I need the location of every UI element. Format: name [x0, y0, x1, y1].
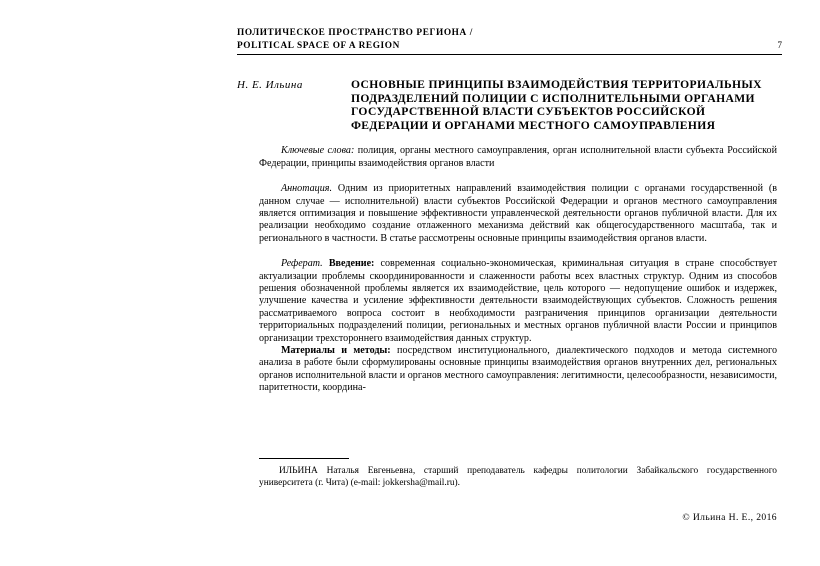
- title-block: [237, 78, 777, 132]
- keywords-paragraph: [259, 145, 777, 170]
- materials-text: посредством институционального, диалектического подходов и метода системного анализа в работе были сформулированы основные принципы взаимодействия органов внутренних дел, региональных органов исполнительной власти и органов местного самоуправления: легитимности, целесообразности, независимости, паритетности, координа-: [259, 345, 777, 394]
- header-rule: [237, 54, 782, 55]
- annotation-paragraph: [259, 183, 777, 245]
- running-head-line-2: POLITICAL SPACE OF A REGION: [237, 40, 400, 51]
- annotation-label: Аннотация.: [281, 183, 332, 195]
- article-title: ОСНОВНЫЕ ПРИНЦИПЫ ВЗАИМОДЕЙСТВИЯ ТЕРРИТОРИАЛЬНЫХ ПОДРАЗДЕЛЕНИЙ ПОЛИЦИИ С ИСПОЛНИТЕЛЬНЫМИ ОРГАНАМИ ГОСУДАРСТВЕННОЙ ВЛАСТИ СУБЪЕКТОВ РОССИЙСКОЙ ФЕДЕРАЦИИ И ОРГАНАМИ МЕСТНОГО САМОУПРАВЛЕНИЯ: [351, 78, 762, 132]
- article-content: [237, 78, 777, 395]
- author-footnote: ИЛЬИНА Наталья Евгеньевна, старший преподаватель кафедры политологии Забайкальского государственного университета (г. Чита) (e-mail: jokkersha@mail.ru).: [259, 466, 777, 488]
- intro-text: современная социально-экономическая, криминальная ситуация в стране способствует актуализации проблемы скоординированности и слаженности работы всех властных структур. Одним из способов решения обозначенной проблемы является их взаимодействие, цель которого — недопущение ошибок и издержек, улучшение качества и усиление эффективности деятельности взаимодействующих субъектов. Сложность решения рассматриваемого вопроса состоит в необходимости разграничения принципов организации деятельности территориальных подразделений полиции, региональных и местных органов публичной власти России и принципов организации трехстороннего взаимодействия данных структур.: [259, 258, 778, 344]
- author-name: Н. Е. Ильина: [237, 79, 303, 91]
- footnote-separator: [259, 458, 349, 459]
- running-head: [237, 28, 782, 55]
- keywords-label: Ключевые слова:: [281, 145, 355, 157]
- materials-paragraph: [259, 345, 777, 395]
- page-number: 7: [777, 39, 782, 50]
- keywords-text: полиция, органы местного самоуправления, орган исполнительной власти субъекта Российской Федерации, принципы взаимодействия органов власти: [259, 145, 777, 169]
- copyright-line: © Ильина Н. Е., 2016: [682, 512, 777, 523]
- materials-label: Материалы и методы:: [281, 345, 391, 357]
- intro-label: Введение:: [328, 258, 375, 270]
- intro-paragraph: [259, 258, 777, 345]
- abstract-block: [237, 258, 777, 394]
- abstract-label: Реферат.: [281, 258, 323, 270]
- keywords-block: [237, 145, 777, 170]
- running-head-line-1: ПОЛИТИЧЕСКОЕ ПРОСТРАНСТВО РЕГИОНА /: [237, 28, 473, 38]
- annotation-text: Одним из приоритетных направлений взаимодействия полиции с органами государственной (в данном случае — исполнительной) власти субъектов Российской Федерации и органов местного самоуправления является оптимизация и повышение эффективности управленческой деятельности органов публичной власти. Для их реализации необходимо создание отлаженного механизма действий как общегосударственного масштаба, так и регионального в частности. В статье рассмотрены основные принципы взаимодействия органов власти.: [259, 183, 777, 244]
- annotation-block: [237, 183, 777, 245]
